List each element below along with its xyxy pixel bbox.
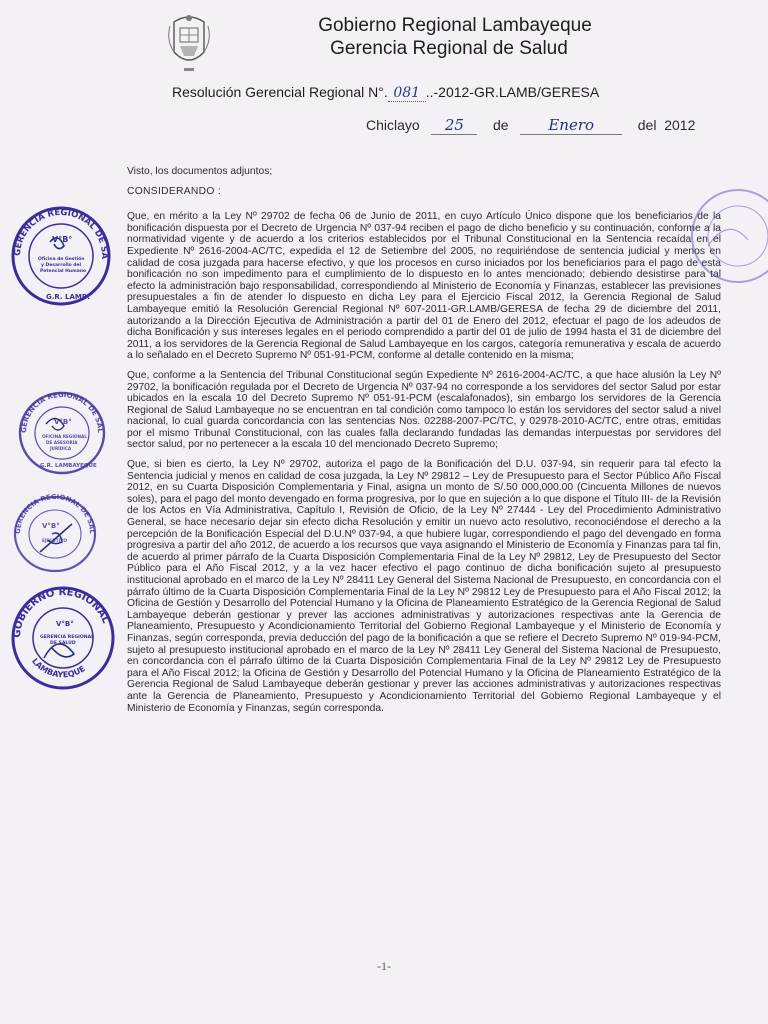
- svg-text:GERENCIA REGIONAL DE SALUD: GERENCIA REGIONAL DE SALUD: [13, 384, 105, 434]
- svg-text:OFICINA REGIONAL: OFICINA REGIONAL: [42, 434, 87, 439]
- resolution-title: [172, 84, 599, 102]
- svg-text:JURÍDICA: JURÍDICA: [50, 446, 72, 451]
- stamp-oficina-asesoria: [13, 384, 108, 476]
- paragraph-3: Que, si bien es cierto, la Ley Nº 29702, autoriza el pago de la Bonificación del D.U. 037-94, sin requerir para tal efecto la Sentencia judicial y menos en calidad de cosa juzgada, la Ley Nº 29812 – Ley de Presupuesto para el Sector Público Año Fiscal 2012, en su Cuarta Disposición Complementaria y Final, asigna un monto de S/.50 000,000.00 (Cincuenta Millones de nuevos soles), para el pago del monto devengado en forma progresiva, por lo que en sujeción a lo que dispone el Titulo III- de la Revisión de los Actos en Vía Administrativa, Capítulo I, Revisión de Oficio, de la Ley Nº 27444 - Ley del Procedimiento Administrativo General, se hace necesario dejar sin efecto dicha Resolución y emitir un nuevo acto resolutivo, reconociéndose el derecho a la percepción de la Bonificación Especial del D.U.Nº 037-94, a que hubiere lugar, correspondiendo el pago del devengado en forma progresiva a partir del año 2012, de acuerdo a los recursos que vaya asignando el Ministerio de Economía y Finanzas para tal fin, de acuerdo al primer párrafo de la Cuarta Disposición Complementaria Final de la Ley Nº 29812, Ley de Presupuesto del Sector Público para el Año Fiscal 2012, y a la vez hacer efectivo el pago continuo de dicha bonificación sujeto al presupuesto institucional aprobado en el marco de la Ley Nº 28411 Ley General del Sistema Nacional de Presupuesto, en concordancia con el párrafo último de la Cuarta Disposición Complementaria Final de la Ley Nº 29812 Ley de Presupuesto para el Año Fiscal 2012; la Oficina de Gestión y Desarrollo del Potencial Humano y la Oficina de Planeamiento Estratégico de la Gerencia Regional de Salud Lambayeque deberán gestionar y prever las acciones administrativas y autorizaciones respectivas ante la Gerencia de Planeamiento, Presupuesto y Acondicionamiento Territorial del Gobierno Regional Lambayeque y el Ministerio de Economía y Finanzas, según corresponda, previa deducción del pago de la bonificación a que se refiere el Decreto Supremo Nº 019-94-PCM, sujeto al presupuesto institucional aprobado en el marco de la Ley Nº 28411 Ley General del Sistema Nacional de Presupuesto, en concordancia con el párrafo último de la Cuarta Disposición Complementaria Final de la Ley Nº 29812 Ley de Presupuesto para el Año Fiscal 2012; la Oficina de Gestión y Desarrollo del Potencial Humano y la Oficina de Planeamiento Estratégico de la Gerencia Regional de Salud Lambayeque deberán gestionar y prever las acciones administrativas y autorizaciones respectivas ante la Gerencia de Planeamiento, Presupuesto y Acondicionamiento Territorial del Gobierno Regional Lambayeque y el Ministerio de Economía y Finanzas, según corresponda.: [127, 459, 721, 714]
- considerando-heading: CONSIDERANDO :: [127, 185, 222, 197]
- date-month: Enero: [520, 116, 622, 135]
- svg-text:DE SALUD: DE SALUD: [50, 641, 76, 646]
- header-health-office: Gerencia Regional de Salud: [330, 38, 568, 59]
- stamp-gobierno-regional: [8, 586, 118, 690]
- date-year: 2012: [664, 117, 696, 133]
- header-government: Gobierno Regional Lambayeque: [318, 15, 592, 36]
- paragraph-1: Que, en mérito a la Ley Nº 29702 de fecha 06 de Junio de 2011, en cuyo Artículo Único dispone que los beneficiarios de la bonificación dispuesta por el Decreto de Urgencia Nº 037-94 reciben el pago de dicho beneficio y su continuación, conforme a la normatividad vigente y de acuerdo a los criterios establecidos por el Tribunal Constitucional en la Sentencia recaída en el Expediente Nº 2616-2004-AC/TC, expedida el 12 de Setiembre del 2005, no requiriéndose de sentencia judicial y menos en calidad de cosa juzgada para hacerse efectivo, y que los procesos en curso iniciados por los beneficiarios para el pago de esta bonificación no son impedimento para el cumplimiento de lo dispuesto en lo antes mencionado; debiendo desistirse para tal efecto la administración bajo responsabilidad, correspondiendo al Ministerio de Economía y Finanzas, establecer las previsiones presupuestales a fin de atender lo dispuesto en dicha Ley para el Ejercicio Fiscal 2012, la Gerencia Regional de Salud Lambayeque emitió la Resolución Gerencial Regional Nº 607-2011-GR.LAMB/GERESA de fecha 29 de diciembre del 2011, autorizando a la Dirección Ejecutiva de Administración a partir del 01 de Enero del 2012, efectuar el pago de los adeudos de dicha Bonificación y sus intereses legales en el periodo comprendido a partir del 01 de julio de 1994 hasta el 31 de diciembre del 2011, a los servidores de la Gerencia Regional de Salud Lambayeque en los cargos, categoría remunerativa y escala de acuerdo a lo señalado en el Decreto Supremo Nº 051-91-PCM, conforme al detalle contenido en la misma;: [127, 211, 721, 362]
- svg-text:V°B°: V°B°: [54, 418, 72, 426]
- svg-text:y Desarrollo del: y Desarrollo del: [41, 263, 82, 268]
- date-day: 25: [431, 116, 477, 135]
- date-de: de: [492, 117, 509, 133]
- stamp-gerencia-salud-2: [9, 488, 98, 574]
- svg-text:GERENCIA REGIONAL DE SALUD: GERENCIA REGIONAL DE SALUD: [9, 488, 97, 535]
- visto-line: Visto, los documentos adjuntos;: [127, 166, 273, 177]
- resolution-number: 081: [388, 85, 426, 102]
- svg-text:GERENCIA REGIONAL DE SALUD: GERENCIA REGIONAL DE SALUD: [4, 197, 110, 260]
- svg-text:G.R. LAMBAYEQUE: G.R. LAMBAYEQUE: [40, 463, 97, 469]
- document-body: [127, 166, 721, 722]
- svg-text:GOBIERNO REGIONAL: GOBIERNO REGIONAL: [11, 586, 112, 639]
- svg-text:EJECUTIVO: EJECUTIVO: [42, 538, 67, 543]
- svg-text:V°B°: V°B°: [42, 522, 60, 530]
- svg-text:V°B°: V°B°: [56, 620, 74, 628]
- paragraph-2: Que, conforme a la Sentencia del Tribunal Constitucional según Expediente Nº 2616-2004-AC/TC, a que hace alusión la Ley Nº 29702, la bonificación regulada por el Decreto de Urgencia Nº 037-94 no corresponde a los servidores del sector Salud por estar ubicados en la escala 10 del Decreto Supremo Nº 051-91-PCM (escalafonados), sin embargo los servidores de la Gerencia Regional de Salud Lambayeque no se encuentran en tal condición como tampoco lo están los servidores del sector salud a nivel nacional, lo cual guarda concordancia con las sentencias Nos. 02288-2007-PC/TC, y 02978-2010-AC/TC, entre otras, emitidas por el mismo Tribunal Constitucional, con las cuales falla declarando fundadas las demandas interpuestas por servidores del sector salud, por no pertenecer a la escala 10 del mencionado Decreto Supremo;: [127, 369, 721, 451]
- stamp-edge-top-right: [678, 186, 768, 286]
- svg-text:Potencial Humano: Potencial Humano: [40, 269, 87, 274]
- svg-text:LAMBAYEQUE: LAMBAYEQUE: [30, 656, 87, 680]
- resolution-suffix: ..-2012-GR.LAMB/GERESA: [425, 84, 600, 100]
- resolution-prefix: Resolución Gerencial Regional N°.: [172, 84, 388, 100]
- svg-text:GERENCIA REGIONAL: GERENCIA REGIONAL: [40, 635, 95, 640]
- page-number: -1-: [377, 959, 391, 973]
- svg-text:V°B°: V°B°: [52, 235, 73, 244]
- place-date-line: [366, 116, 695, 135]
- svg-text:G.R. LAMB.: G.R. LAMB.: [46, 293, 90, 301]
- svg-text:Oficina de Gestión: Oficina de Gestión: [38, 257, 85, 262]
- svg-text:DE ASESORÍA: DE ASESORÍA: [46, 440, 78, 445]
- stamp-gerencia-salud: [4, 197, 114, 308]
- place: Chiclayo: [366, 117, 420, 133]
- date-year-prefix: del: [637, 117, 657, 133]
